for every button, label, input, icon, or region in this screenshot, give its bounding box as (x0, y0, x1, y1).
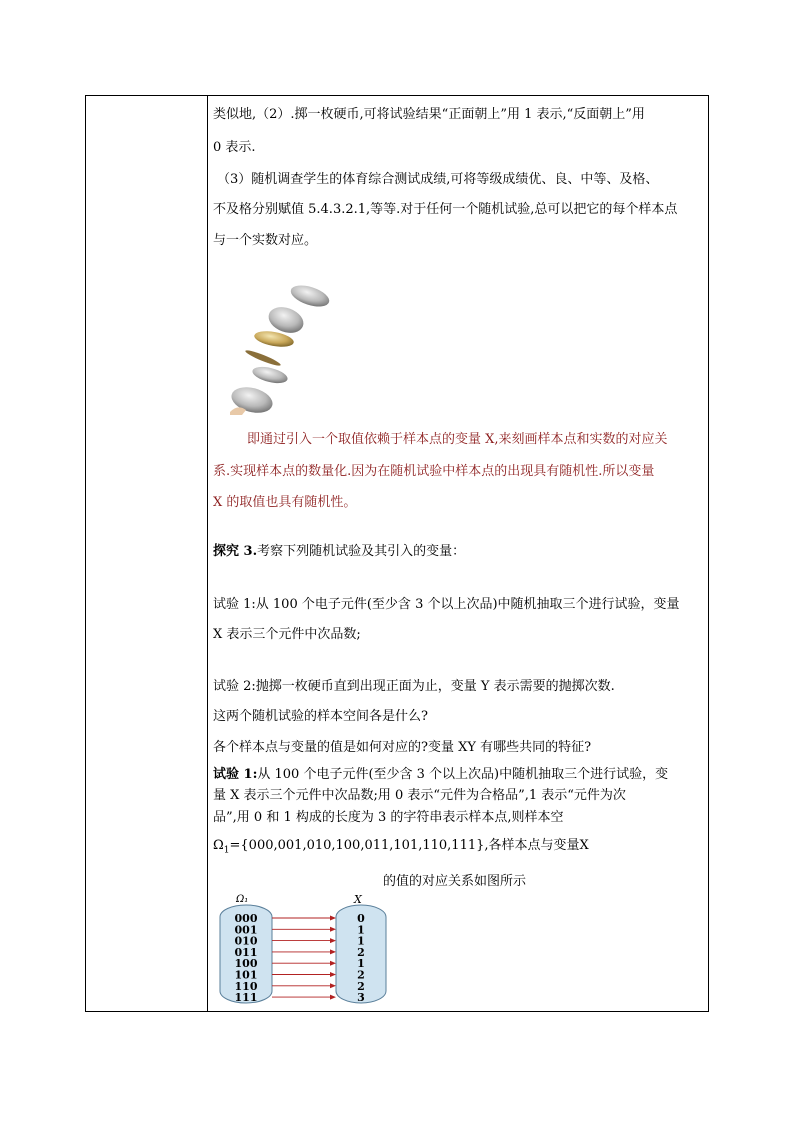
variable-value: 2 (357, 979, 365, 993)
variable-value: 3 (357, 991, 365, 1005)
question-1: 这两个随机试验的样本空间各是什么? (213, 709, 428, 724)
arrow-head-icon (330, 949, 336, 954)
diagram-caption: 的值的对应关系如图所示 (383, 874, 527, 889)
answer-label: 试验 1: (213, 767, 258, 782)
sample-point: 111 (234, 991, 258, 1005)
sample-point: 101 (234, 968, 258, 982)
answer-line1-text: 从 100 个电子元件(至少含 3 个以上次品)中随机抽取三个进行试验，变 (257, 767, 669, 782)
arrow-head-icon (330, 983, 336, 988)
explore-heading (213, 540, 465, 559)
mapping-diagram (218, 893, 398, 1005)
sample-point: 000 (234, 912, 258, 925)
variable-value: 1 (357, 934, 365, 948)
sample-point: 100 (234, 957, 258, 971)
para3-line2: 系.实现样本点的数量化.因为在随机试验中样本点的出现具有随机性.所以变量 (213, 464, 655, 479)
arrow-head-icon (330, 938, 336, 943)
para2-line1: （3）随机调查学生的体育综合测试成绩,可将等级成绩优、良、中等、及格、 (217, 172, 659, 187)
sample-point: 010 (234, 934, 258, 948)
explore-text: 考察下列随机试验及其引入的变量： (257, 544, 466, 559)
para3-line1: 即通过引入一个取值依赖于样本点的变量 X,来刻画样本点和实数的对应关 (247, 432, 668, 447)
arrow-head-icon (330, 995, 336, 1000)
omega-label: Ω₁ (236, 894, 249, 905)
para1-line2: 0 表示. (213, 140, 256, 155)
sample-point: 011 (234, 945, 258, 959)
x-label: X (354, 893, 362, 906)
para1-line1: 类似地,（2）.掷一枚硬币,可将试验结果“正面朝上”用 1 表示,“反面朝上”用 (213, 107, 645, 122)
arrow-head-icon (330, 916, 336, 921)
coin-icon (288, 281, 332, 310)
para2-line2: 不及格分别赋值 5.4.3.2.1,等等.对于任何一个随机试验,总可以把它的每个样本点 (213, 202, 678, 217)
omega-symbol: Ω (213, 838, 224, 853)
sample-point: 110 (234, 979, 258, 993)
arrow-head-icon (330, 972, 336, 977)
explore-label: 探究 3. (213, 544, 258, 559)
sample-point: 001 (234, 923, 258, 937)
omega-subscript: 1 (223, 845, 230, 856)
answer-line2: 量 X 表示三个元件中次品数;用 0 表示“元件为合格品”,1 表示“元件为次 (213, 788, 626, 803)
variable-value: 2 (357, 968, 365, 982)
question-2: 各个样本点与变量的值是如何对应的?变量 XY 有哪些共同的特征? (213, 740, 592, 755)
variable-value: 2 (357, 945, 365, 959)
arrow-head-icon (330, 927, 336, 932)
para2-line3: 与一个实数对应。 (213, 233, 318, 248)
answer-line3: 品”,用 0 和 1 构成的长度为 3 的字符串表示样本点,则样本空 (213, 810, 564, 825)
coin-icon (251, 364, 289, 386)
coin-toss-image (228, 280, 338, 415)
variable-value: 1 (357, 957, 365, 971)
coin-icon (244, 348, 281, 368)
column-divider (207, 95, 208, 1012)
trial1-line2: X 表示三个元件中次品数; (213, 627, 361, 642)
answer-line4 (213, 834, 589, 856)
sample-space-text: ={000,001,010,100,011,101,110,111},各样本点与变量X (229, 838, 589, 853)
answer-line1 (213, 763, 668, 782)
hand-icon (230, 407, 246, 415)
para3-line3: X 的取值也具有随机性。 (213, 495, 357, 510)
variable-value: 0 (357, 912, 365, 925)
trial2-line1: 试验 2:抛掷一枚硬币直到出现正面为止，变量 Y 表示需要的抛掷次数. (213, 679, 615, 694)
variable-value: 1 (357, 923, 365, 937)
arrow-head-icon (330, 961, 336, 966)
trial1-line1: 试验 1:从 100 个电子元件(至少含 3 个以上次品)中随机抽取三个进行试验，变量 (213, 597, 680, 612)
